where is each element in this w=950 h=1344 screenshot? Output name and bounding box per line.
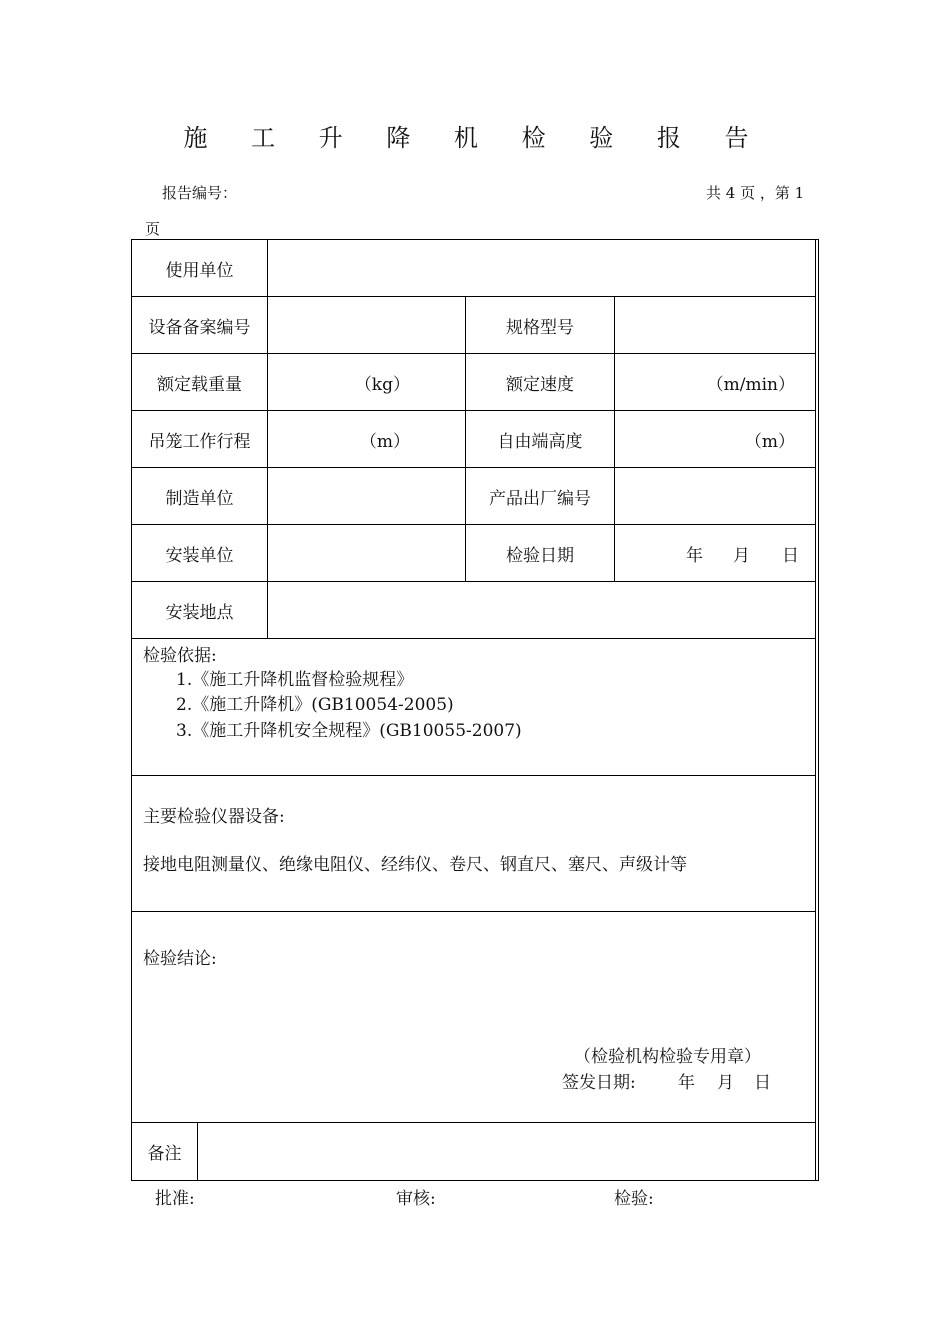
installer-label: 安装单位 [165, 545, 234, 566]
approve-label: 批准: [155, 1189, 195, 1209]
conclusion-label: 检验结论: [143, 949, 217, 969]
instruments-label: 主要检验仪器设备: [143, 807, 285, 827]
record-number-label: 设备备案编号 [148, 317, 251, 338]
basis-item: 3.《施工升降机安全规程》(GB10055-2007) [176, 721, 522, 741]
review-label: 审核: [396, 1189, 436, 1209]
cage-travel-unit: （m） [359, 431, 410, 452]
page-title: 施 工 升 降 机 检 验 报 告 [183, 124, 767, 152]
inspect-label: 检验: [614, 1189, 654, 1209]
issue-year: 年 [678, 1073, 695, 1093]
report-number-label: 报告编号： [162, 184, 238, 202]
page-info: 共 4 页 ，第 1 [706, 184, 805, 202]
issue-day: 日 [754, 1073, 771, 1093]
seal-text: （检验机构检验专用章） [574, 1047, 761, 1067]
install-site-label: 安装地点 [165, 602, 234, 623]
manufacturer-label: 制造单位 [165, 488, 234, 509]
cage-travel-label: 吊笼工作行程 [148, 431, 251, 452]
inspection-date-label: 检验日期 [506, 545, 574, 566]
rated-speed-label: 额定速度 [506, 374, 574, 395]
date-month: 月 [733, 546, 750, 566]
basis-item: 2.《施工升降机》(GB10054-2005) [176, 695, 454, 715]
issue-month: 月 [717, 1073, 734, 1093]
basis-label: 检验依据: [143, 646, 217, 666]
free-height-unit: （m） [744, 431, 795, 452]
date-day: 日 [782, 546, 799, 566]
user-unit-label: 使用单位 [165, 260, 234, 281]
rated-load-unit: （kg） [354, 374, 410, 395]
remarks-label: 备注 [147, 1144, 182, 1164]
page-info-wrap: 页 [145, 220, 161, 238]
rated-load-label: 额定载重量 [157, 374, 242, 395]
factory-number-label: 产品出厂编号 [489, 488, 591, 509]
issue-date-label: 签发日期: [562, 1073, 636, 1093]
basis-item: 1.《施工升降机监督检验规程》 [176, 670, 414, 690]
date-year: 年 [686, 546, 703, 566]
rated-speed-unit: （m/min） [706, 374, 795, 395]
model-label: 规格型号 [506, 317, 574, 338]
free-height-label: 自由端高度 [497, 431, 583, 452]
instruments-text: 接地电阻测量仪、绝缘电阻仪、经纬仪、卷尺、钢直尺、塞尺、声级计等 [143, 855, 687, 875]
